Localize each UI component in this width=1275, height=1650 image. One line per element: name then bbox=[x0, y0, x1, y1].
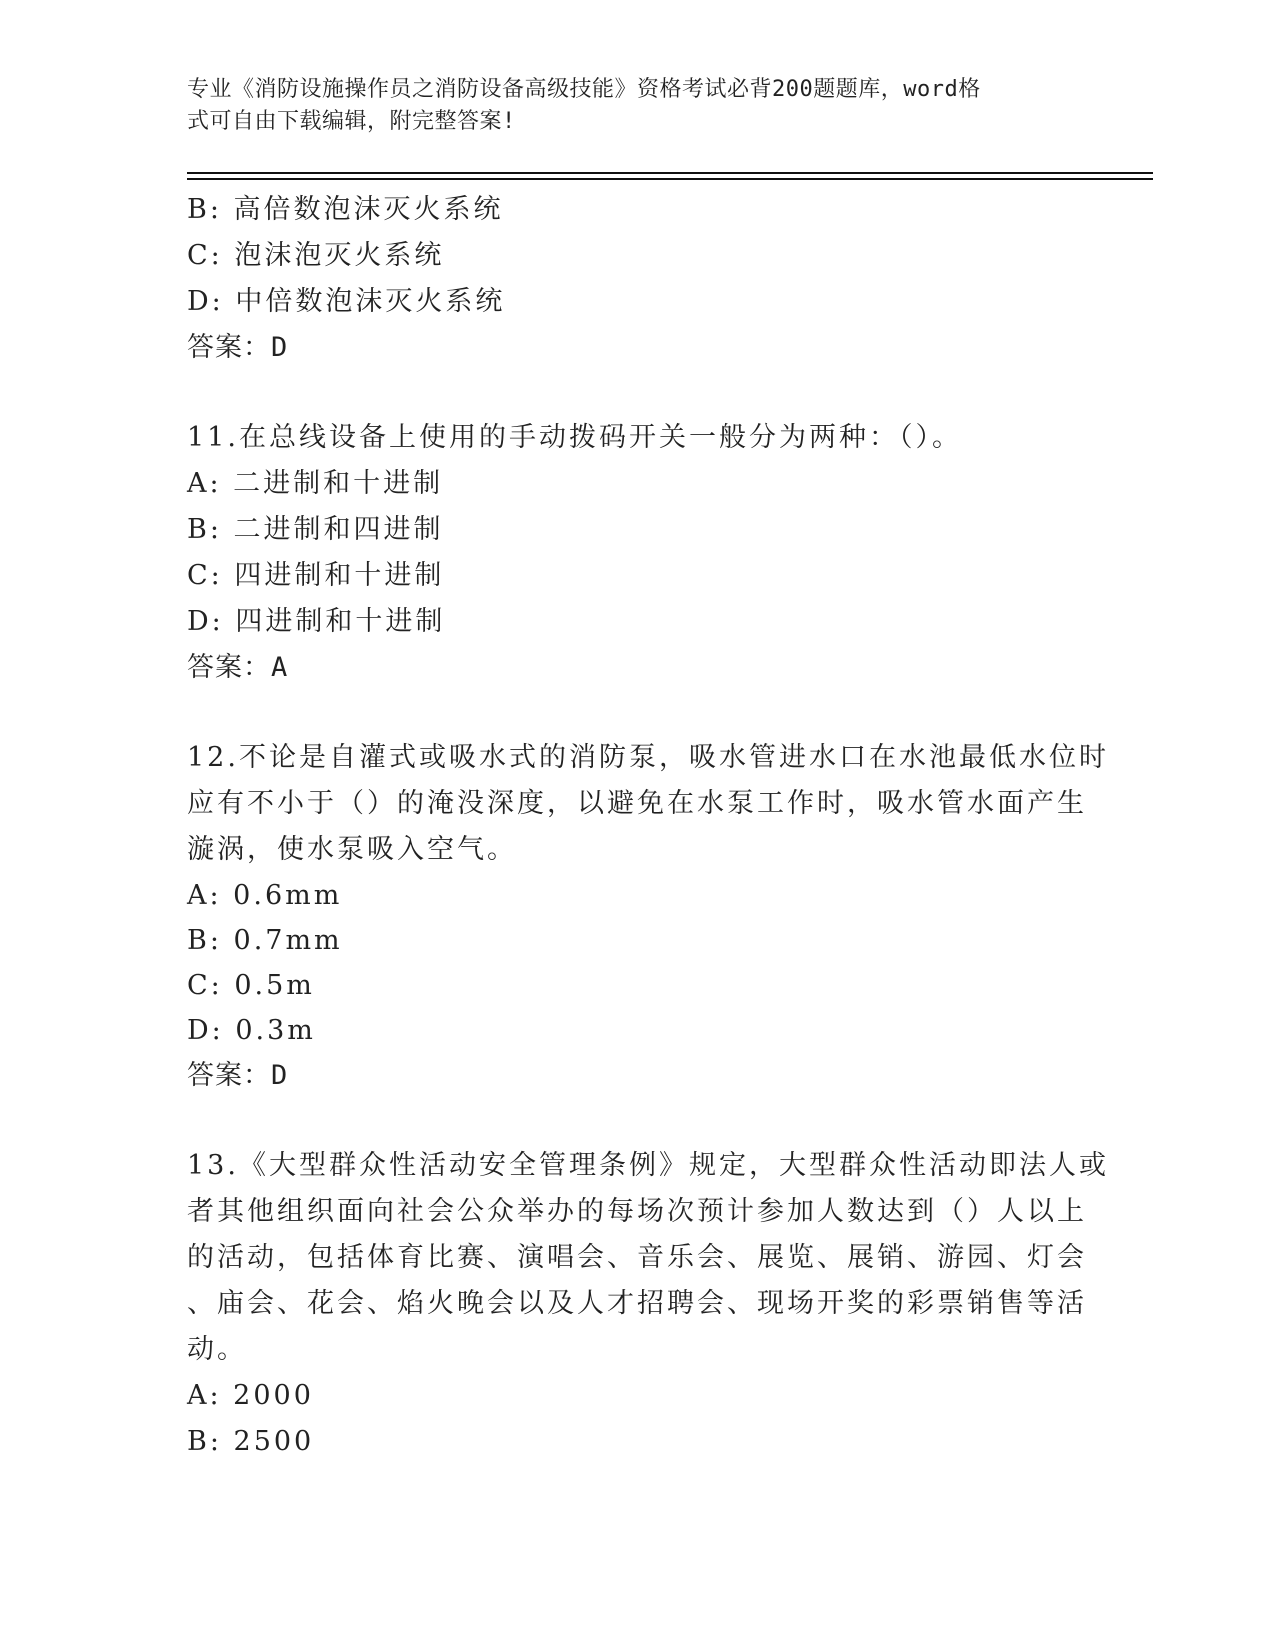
answer-line: 答案：A bbox=[187, 652, 289, 683]
option-b: B: 高倍数泡沫灭火系统 bbox=[187, 194, 504, 225]
question-list bbox=[187, 187, 1109, 1465]
question-stem-line-2: 者其他组织面向社会公众举办的每场次预计参加人数达到（）人以上 bbox=[187, 1196, 1087, 1227]
option-a: A: 2000 bbox=[187, 1380, 314, 1411]
question-stem-line-2: 应有不小于（）的淹没深度，以避免在水泵工作时，吸水管水面产生 bbox=[187, 788, 1087, 819]
question-stem: 11.在总线设备上使用的手动拨码开关一般分为两种：（）。 bbox=[187, 422, 962, 453]
header-rule-bottom bbox=[187, 178, 1153, 180]
question-stem-line-5: 动。 bbox=[187, 1334, 247, 1365]
option-b: B: 0.7mm bbox=[187, 925, 343, 956]
option-d: D: 中倍数泡沫灭火系统 bbox=[187, 286, 506, 317]
answer-line: 答案：D bbox=[187, 1060, 289, 1091]
question-11 bbox=[187, 415, 1087, 691]
question-13 bbox=[187, 1143, 1109, 1465]
option-c: C: 四进制和十进制 bbox=[187, 560, 445, 591]
document-header bbox=[187, 74, 1067, 138]
option-b: B: 二进制和四进制 bbox=[187, 514, 444, 545]
header-rule-top bbox=[187, 172, 1153, 174]
question-stem-line-3: 漩涡，使水泵吸入空气。 bbox=[187, 834, 517, 865]
option-c: C: 0.5m bbox=[187, 970, 315, 1001]
header-line-1: 专业《消防设施操作员之消防设备高级技能》资格考试必背200题题库，word格 bbox=[187, 77, 981, 102]
option-a: A: 0.6mm bbox=[187, 880, 343, 911]
question-stem-line-4: 、庙会、花会、焰火晚会以及人才招聘会、现场开奖的彩票销售等活 bbox=[187, 1288, 1087, 1319]
header-line-2: 式可自由下载编辑，附完整答案! bbox=[187, 109, 516, 134]
option-a: A: 二进制和十进制 bbox=[187, 468, 444, 499]
question-stem-line-3: 的活动，包括体育比赛、演唱会、音乐会、展览、展销、游园、灯会 bbox=[187, 1242, 1087, 1273]
question-12 bbox=[187, 735, 1109, 1099]
option-b: B: 2500 bbox=[187, 1426, 315, 1457]
question-stem-line-1: 13.《大型群众性活动安全管理条例》规定，大型群众性活动即法人或 bbox=[187, 1150, 1109, 1181]
question-stem-line-1: 12.不论是自灌式或吸水式的消防泵，吸水管进水口在水池最低水位时 bbox=[187, 742, 1109, 773]
option-d: D: 0.3m bbox=[187, 1015, 316, 1046]
question-10-tail bbox=[187, 187, 1087, 371]
answer-line: 答案：D bbox=[187, 332, 289, 363]
option-d: D: 四进制和十进制 bbox=[187, 606, 446, 637]
option-c: C: 泡沫泡灭火系统 bbox=[187, 240, 445, 271]
